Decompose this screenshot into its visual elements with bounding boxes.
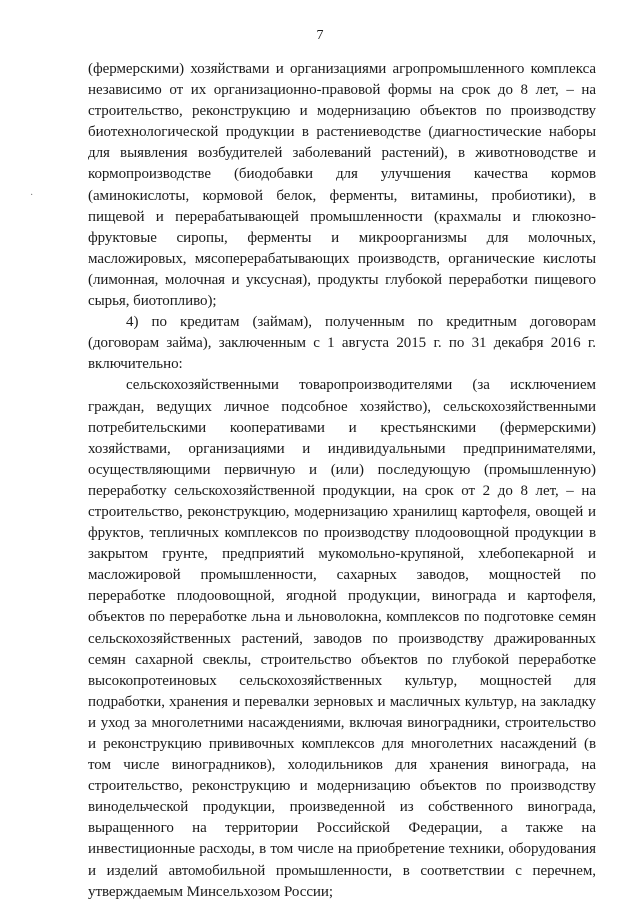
paragraph-continuation: (фермерскими) хозяйствами и организациями агропромышленного комплекса независимо от их организационно-правовой формы на срок до 8 лет, – на строительство, реконструкцию и модернизацию объектов по производству биотехнологической продукции в растениеводстве (диагностические наборы для выявления возбудителей заболеваний растений), в животноводстве и кормопроизводстве (биодобавки для улучшения качества кормов (аминокислоты, кормовой белок, ферменты, витамины, пробиотики), в пищевой и перерабатывающей промышленности (крахмалы и глюкозно-фруктовые сиропы, ферменты и микроорганизмы для молочных, масложировых, мясоперерабатывающих производств, органические кислоты (лимонная, молочная и уксусная), продукты глубокой переработки пищевого сырья, биотопливо);: [88, 61, 596, 310]
document-body: [88, 59, 596, 903]
margin-mark: ·: [30, 190, 34, 201]
paragraph-item-4: 4) по кредитам (займам), полученным по кредитным договорам (договорам займа), заключенным с 1 августа 2015 г. по 31 декабря 2016 г. включительно:: [88, 314, 596, 373]
page-number: 7: [316, 28, 324, 43]
paragraph-borrowers: сельскохозяйственными товаропроизводителями (за исключением граждан, ведущих личное подсобное хозяйство), сельскохозяйственными потребительскими кооперативами и крестьянскими (фермерскими) хозяйствами, организациями и индивидуальными предпринимателями, осуществляющими первичную и (или) последующую (промышленную) переработку сельскохозяйственной продукции, на срок от 2 до 8 лет, – на строительство, реконструкцию, модернизацию хранилищ картофеля, овощей и фруктов, тепличных комплексов по производству плодоовощной продукции в закрытом грунте, предприятий мукомольно-крупяной, хлебопекарной и масложировой промышленности, сахарных заводов, мощностей по переработке плодоовощной, ягодной продукции, винограда и картофеля, объектов по переработке льна и льноволокна, комплексов по подготовке семян сельскохозяйственных растений, заводов по производству дражированных семян сахарной свеклы, строительство объектов по глубокой переработке высокопротеиновых сельскохозяйственных культур, мощностей для подработки, хранения и перевалки зерновых и масличных культур, на закладку и уход за многолетними насаждениями, включая виноградники, строительство и реконструкцию прививочных комплексов для многолетних насаждений (в том числе виноградников), холодильников для хранения винограда, на строительство, реконструкцию и модернизацию объектов по производству винодельческой продукции, произведенной из собственного винограда, выращенного на территории Российской Федерации, а также на инвестиционные расходы, в том числе на приобретение техники, оборудования и изделий автомобильной промышленности, в соответствии с перечнем, утверждаемым Минсельхозом России;: [88, 377, 596, 900]
